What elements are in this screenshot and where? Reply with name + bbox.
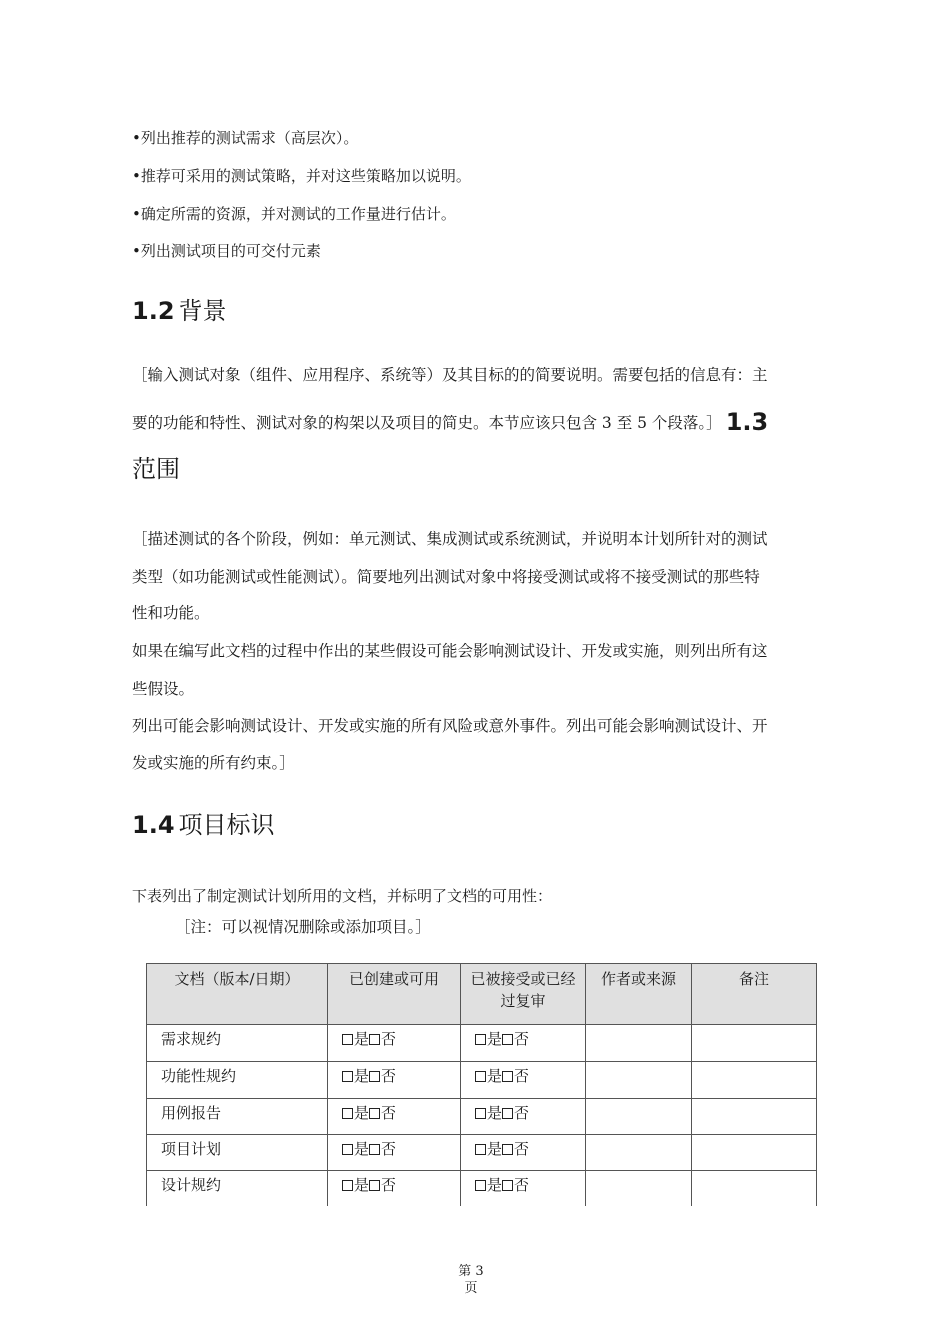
reviewed-cell: [461, 1062, 586, 1099]
paragraph-line: ［输入测试对象（组件、应用程序、系统等）及其目标的的简要说明。需要包括的信息有：主: [132, 366, 768, 384]
paragraph-line: 些假设。: [132, 680, 195, 698]
reviewed-cell: [461, 1135, 586, 1171]
section-heading-1-3: [132, 454, 180, 484]
author-cell: [586, 1025, 692, 1062]
section-heading-1-4: [132, 810, 275, 840]
table-row: [147, 1099, 817, 1135]
checkbox-icon[interactable]: [342, 1034, 353, 1045]
checkbox-icon[interactable]: [342, 1144, 353, 1155]
bullet-item: •推荐可采用的测试策略，并对这些策略加以说明。: [132, 167, 471, 185]
column-header: 作者或来源: [586, 964, 692, 1025]
yes-label: 是: [354, 1104, 370, 1122]
checkbox-icon[interactable]: [369, 1108, 380, 1119]
document-name-cell: 用例报告: [147, 1099, 328, 1135]
table-row: [147, 1062, 817, 1099]
checkbox-icon[interactable]: [475, 1034, 486, 1045]
checkbox-icon[interactable]: [369, 1180, 380, 1191]
created-cell: [328, 1025, 461, 1062]
checkbox-icon[interactable]: [475, 1071, 486, 1082]
checkbox-icon[interactable]: [475, 1144, 486, 1155]
page-number: 第 3: [458, 1264, 484, 1279]
remarks-cell: [692, 1062, 817, 1099]
checkbox-icon[interactable]: [369, 1034, 380, 1045]
checkbox-icon[interactable]: [502, 1180, 513, 1191]
created-cell: [328, 1099, 461, 1135]
no-label: 否: [381, 1067, 397, 1085]
created-cell: [328, 1171, 461, 1207]
no-label: 否: [381, 1030, 397, 1048]
table-header-row: [147, 964, 817, 1025]
reviewed-cell: [461, 1171, 586, 1207]
remarks-cell: [692, 1171, 817, 1207]
document-name-cell: 功能性规约: [147, 1062, 328, 1099]
author-cell: [586, 1099, 692, 1135]
document-name-cell: 项目计划: [147, 1135, 328, 1171]
section-number: 1.4: [132, 811, 175, 839]
document-table: [146, 963, 817, 1206]
paragraph-line: ［描述测试的各个阶段，例如：单元测试、集成测试或系统测试，并说明本计划所针对的测试: [132, 530, 768, 548]
table-row: [147, 1171, 817, 1207]
no-label: 否: [514, 1104, 530, 1122]
yes-label: 是: [354, 1140, 370, 1158]
column-header: 已创建或可用: [328, 964, 461, 1025]
yes-label: 是: [487, 1030, 503, 1048]
no-label: 否: [381, 1140, 397, 1158]
bullet-item: •列出测试项目的可交付元素: [132, 242, 321, 260]
yes-label: 是: [354, 1030, 370, 1048]
paragraph-line: 如果在编写此文档的过程中作出的某些假设可能会影响测试设计、开发或实施，则列出所有这: [132, 642, 768, 660]
column-header: 已被接受或已经过复审: [461, 964, 586, 1025]
no-label: 否: [381, 1104, 397, 1122]
checkbox-icon[interactable]: [502, 1108, 513, 1119]
document-name-cell: 设计规约: [147, 1171, 328, 1207]
no-label: 否: [514, 1067, 530, 1085]
paragraph-line: 性和功能。: [132, 604, 210, 622]
document-name-cell: 需求规约: [147, 1025, 328, 1062]
created-cell: [328, 1062, 461, 1099]
checkbox-icon[interactable]: [502, 1071, 513, 1082]
no-label: 否: [514, 1030, 530, 1048]
bullet-item: •列出推荐的测试需求（高层次）。: [132, 129, 359, 147]
remarks-cell: [692, 1099, 817, 1135]
table-note: ［注：可以视情况删除或添加项目。］: [175, 918, 431, 936]
reviewed-cell: [461, 1099, 586, 1135]
checkbox-icon[interactable]: [342, 1180, 353, 1191]
checkbox-icon[interactable]: [475, 1180, 486, 1191]
paragraph-line: [132, 408, 769, 436]
yes-label: 是: [487, 1140, 503, 1158]
table-intro: 下表列出了制定测试计划所用的文档，并标明了文档的可用性：: [132, 887, 553, 905]
no-label: 否: [381, 1176, 397, 1194]
author-cell: [586, 1171, 692, 1207]
checkbox-icon[interactable]: [342, 1108, 353, 1119]
checkbox-icon[interactable]: [502, 1144, 513, 1155]
checkbox-icon[interactable]: [369, 1144, 380, 1155]
paragraph-line: 列出可能会影响测试设计、开发或实施的所有风险或意外事件。列出可能会影响测试设计、开: [132, 717, 768, 735]
page-label: 页: [464, 1281, 478, 1296]
paragraph-line: 类型（如功能测试或性能测试）。简要地列出测试对象中将接受测试或将不接受测试的那些特: [132, 568, 760, 586]
paragraph-line: 发或实施的所有约束。］: [132, 754, 295, 772]
section-title: 背景: [178, 297, 227, 325]
column-header: 文档（版本/日期）: [147, 964, 328, 1025]
checkbox-icon[interactable]: [502, 1034, 513, 1045]
author-cell: [586, 1135, 692, 1171]
yes-label: 是: [487, 1176, 503, 1194]
remarks-cell: [692, 1025, 817, 1062]
remarks-cell: [692, 1135, 817, 1171]
section-number: 1.2: [132, 297, 175, 325]
yes-label: 是: [487, 1067, 503, 1085]
page-footer: [449, 1263, 493, 1297]
no-label: 否: [514, 1176, 530, 1194]
table-row: [147, 1025, 817, 1062]
section-title: 范围: [132, 455, 180, 483]
paragraph-text: 要的功能和特性、测试对象的构架以及项目的简史。本节应该只包含 3 至 5 个段落。］: [132, 414, 722, 432]
table-row: [147, 1135, 817, 1171]
column-header: 备注: [692, 964, 817, 1025]
yes-label: 是: [354, 1176, 370, 1194]
bullet-item: •确定所需的资源，并对测试的工作量进行估计。: [132, 205, 456, 223]
no-label: 否: [514, 1140, 530, 1158]
created-cell: [328, 1135, 461, 1171]
reviewed-cell: [461, 1025, 586, 1062]
checkbox-icon[interactable]: [369, 1071, 380, 1082]
section-number: 1.3: [725, 408, 769, 436]
checkbox-icon[interactable]: [342, 1071, 353, 1082]
section-title: 项目标识: [178, 811, 275, 839]
yes-label: 是: [487, 1104, 503, 1122]
section-heading-1-2: [132, 296, 227, 326]
author-cell: [586, 1062, 692, 1099]
checkbox-icon[interactable]: [475, 1108, 486, 1119]
yes-label: 是: [354, 1067, 370, 1085]
